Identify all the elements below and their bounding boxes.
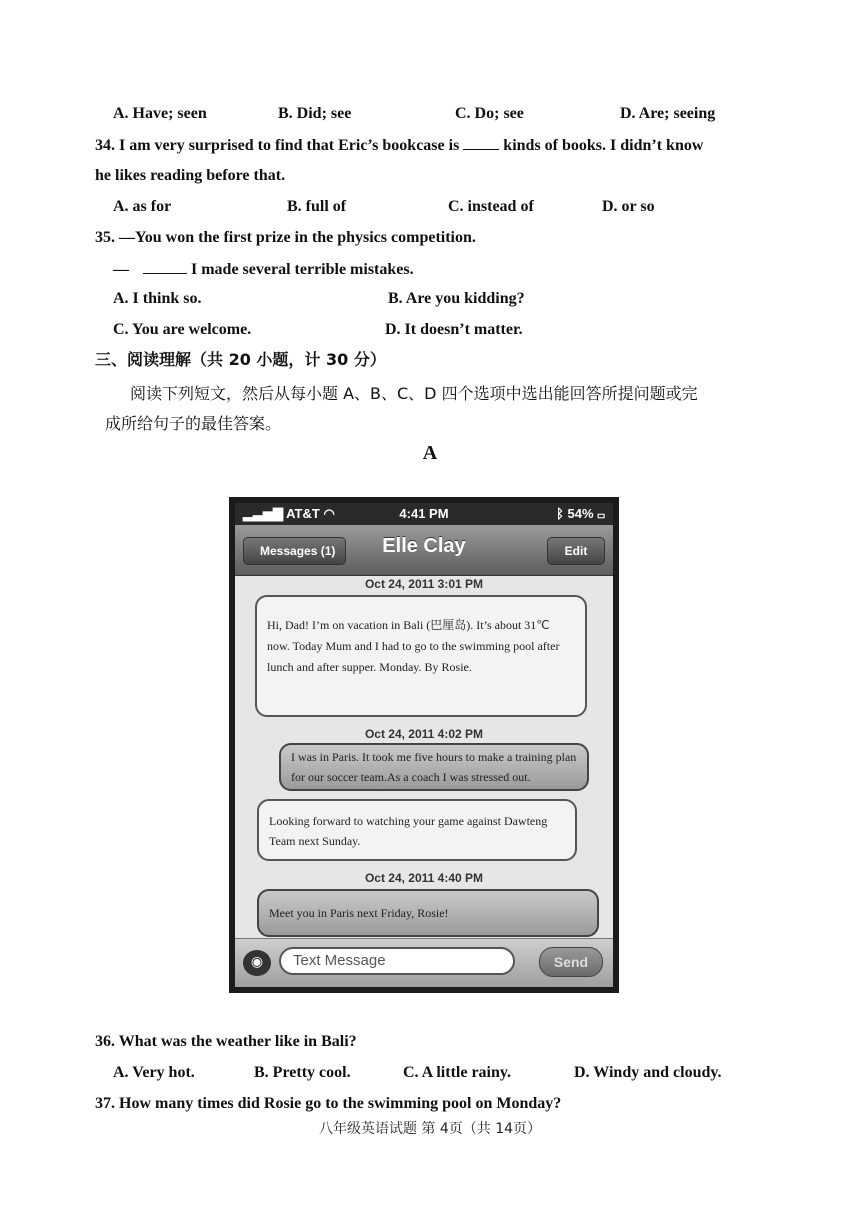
q33-option-a: A. Have; seen xyxy=(113,105,207,122)
q33-option-d: D. Are; seeing xyxy=(620,105,716,122)
q35-stem-after: I made several terrible mistakes. xyxy=(187,261,414,278)
message-input-bar xyxy=(235,938,613,987)
q35-option-b: B. Are you kidding? xyxy=(388,290,525,307)
q34-stem-before: 34. I am very surprised to find that Eric’s bookcase is xyxy=(95,137,464,154)
send-button: Send xyxy=(539,947,603,977)
q34-option-b: B. full of xyxy=(287,198,347,215)
message-bubble-1: Hi, Dad! I’m on vacation in Bali (巴厘岛). It’s about 31℃ now. Today Mum and I had to go to the swimming pool after lunch and after supper. Monday. By Rosie. xyxy=(255,595,587,717)
page-footer: 八年级英语试题 第 4页（共 14页） xyxy=(318,1121,542,1137)
status-time: 4:41 PM xyxy=(399,506,449,521)
section-instruction-line2: 成所给句子的最佳答案。 xyxy=(105,414,282,433)
message-bubble-3: Looking forward to watching your game against Dawteng Team next Sunday. xyxy=(257,799,577,861)
nav-bar xyxy=(235,525,613,576)
q37-stem: 37. How many times did Rosie go to the swimming pool on Monday? xyxy=(95,1095,562,1112)
q35-stem-line2 xyxy=(113,259,414,280)
q34-stem-line1 xyxy=(95,135,703,156)
q34-option-a: A. as for xyxy=(113,198,172,215)
bluetooth-icon: ᛒ xyxy=(556,506,568,521)
camera-icon: ◉ xyxy=(243,950,271,976)
messages-back-button: Messages (1) xyxy=(243,537,346,565)
q36-option-b: B. Pretty cool. xyxy=(254,1064,351,1081)
timestamp-1: Oct 24, 2011 3:01 PM xyxy=(364,577,484,591)
q35-dash: — xyxy=(113,261,133,278)
q36-option-c: C. A little rainy. xyxy=(403,1064,511,1081)
timestamp-2: Oct 24, 2011 4:02 PM xyxy=(364,727,484,741)
section-title: 三、阅读理解（共 20 小题，计 30 分） xyxy=(95,350,386,369)
q35-stem-line1: 35. —You won the first prize in the physics competition. xyxy=(95,229,476,246)
q34-stem-line2: he likes reading before that. xyxy=(95,167,286,184)
q36-option-d: D. Windy and cloudy. xyxy=(574,1064,722,1081)
message-bubble-2: I was in Paris. It took me five hours to make a training plan for our soccer team.As a coach I was stressed out. xyxy=(279,743,589,791)
q34-stem-after: kinds of books. I didn’t know xyxy=(499,137,704,154)
phone-screenshot xyxy=(229,497,619,993)
q33-option-b: B. Did; see xyxy=(278,105,352,122)
q36-stem: 36. What was the weather like in Bali? xyxy=(95,1033,357,1050)
q35-option-c: C. You are welcome. xyxy=(113,321,252,338)
timestamp-3: Oct 24, 2011 4:40 PM xyxy=(364,871,484,885)
q34-option-d: D. or so xyxy=(602,198,655,215)
section-instruction-line1: 阅读下列短文，然后从每小题 A、B、C、D 四个选项中选出能回答所提问题或完 xyxy=(130,384,698,403)
battery-label: ᛒ 54% ▭ xyxy=(556,506,605,521)
q35-option-d: D. It doesn’t matter. xyxy=(385,321,523,338)
message-bubble-4: Meet you in Paris next Friday, Rosie! xyxy=(257,889,599,937)
phone-screen xyxy=(235,503,613,987)
passage-label: A xyxy=(422,442,438,464)
carrier-label: ▂▃▅▇ AT&T ◠ xyxy=(243,506,335,521)
q33-option-c: C. Do; see xyxy=(455,105,524,122)
wifi-icon: ◠ xyxy=(323,506,335,521)
edit-button: Edit xyxy=(547,537,605,565)
q34-blank xyxy=(463,135,499,150)
contact-name: Elle Clay xyxy=(382,535,466,557)
q36-option-a: A. Very hot. xyxy=(113,1064,195,1081)
q35-blank xyxy=(143,259,187,274)
status-bar xyxy=(235,503,613,525)
text-message-input: Text Message xyxy=(279,947,515,975)
battery-icon: ▭ xyxy=(597,506,605,521)
q34-option-c: C. instead of xyxy=(448,198,534,215)
signal-icon: ▂▃▅▇ xyxy=(243,506,287,521)
q35-option-a: A. I think so. xyxy=(113,290,202,307)
